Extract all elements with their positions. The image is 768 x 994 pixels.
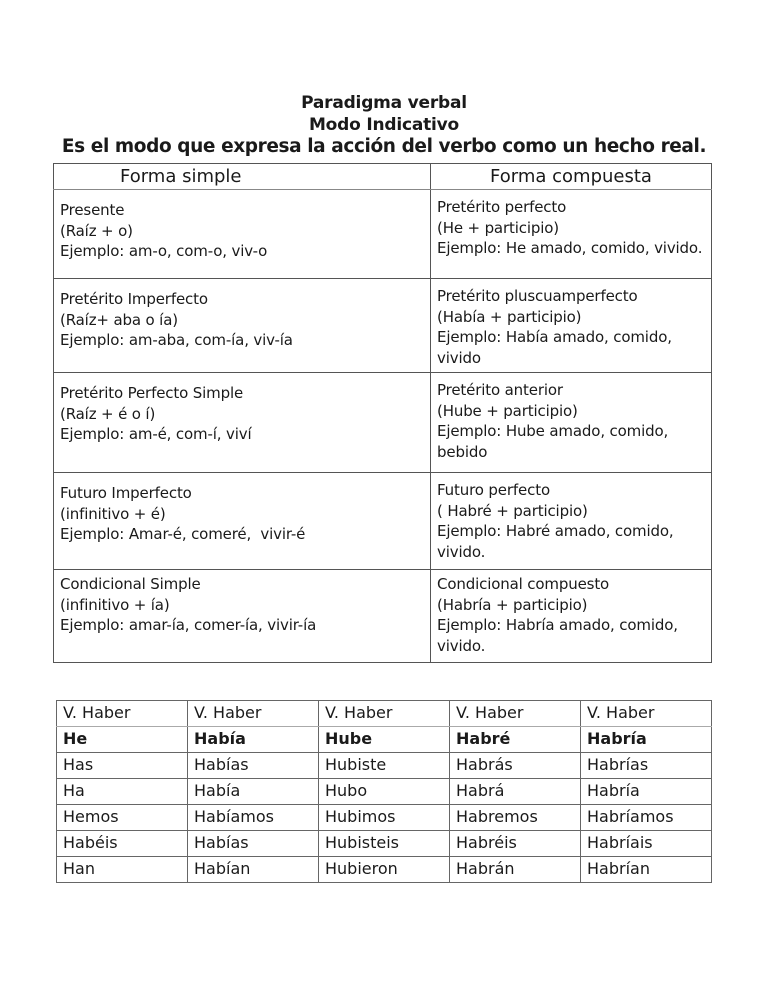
- tense-name: Pretérito perfecto: [437, 198, 567, 216]
- table-row: [57, 753, 712, 779]
- simple-tense-cell: [54, 279, 431, 373]
- conjugation-cell: Ha: [57, 779, 188, 805]
- conjugation-cell: Habéis: [57, 831, 188, 857]
- simple-tense-cell: [54, 373, 431, 473]
- table-row: [54, 279, 712, 373]
- haber-header-cell: V. Haber: [581, 701, 712, 727]
- tense-example-cont: vivido.: [437, 636, 486, 655]
- document-subtitle: Modo Indicativo: [308, 115, 460, 135]
- tense-example: Ejemplo: amar-ía, comer-ía, vivir-ía: [60, 616, 317, 634]
- conjugation-cell: Habrás: [450, 753, 581, 779]
- tense-example: Ejemplo: am-aba, com-ía, viv-ía: [60, 331, 293, 349]
- document-header: [0, 92, 768, 158]
- tense-example: Ejemplo: am-o, com-o, viv-o: [60, 242, 268, 260]
- table-header-row: [54, 164, 712, 190]
- haber-header-cell: V. Haber: [450, 701, 581, 727]
- conjugation-cell: Habrá: [450, 779, 581, 805]
- haber-header-cell: V. Haber: [188, 701, 319, 727]
- conjugation-cell: Había: [188, 727, 319, 753]
- tense-example: Ejemplo: He amado, comido, vivido.: [437, 239, 703, 257]
- tense-name: Futuro Imperfecto: [60, 484, 192, 502]
- tense-name: Presente: [60, 201, 125, 219]
- tense-formula: (infinitivo + é): [60, 504, 166, 523]
- tense-name: Pretérito Perfecto Simple: [60, 384, 244, 402]
- conjugation-cell: Hemos: [57, 805, 188, 831]
- tense-formula: ( Habré + participio): [437, 501, 588, 520]
- table-row: [57, 805, 712, 831]
- conjugation-cell: Habíamos: [188, 805, 319, 831]
- conjugation-cell: Había: [188, 779, 319, 805]
- header-forma-compuesta: Forma compuesta: [431, 164, 712, 190]
- simple-tense-cell: [54, 570, 431, 663]
- tense-example-cont: bebido: [437, 442, 488, 461]
- conjugation-cell: Habremos: [450, 805, 581, 831]
- document-definition: Es el modo que expresa la acción del verbo como un hecho real.: [61, 136, 707, 157]
- conjugation-cell: Habríamos: [581, 805, 712, 831]
- conjugation-cell: Habré: [450, 727, 581, 753]
- tense-name: Pretérito Imperfecto: [60, 290, 208, 308]
- compound-tense-cell: [431, 373, 712, 473]
- conjugation-cell: Habría: [581, 727, 712, 753]
- conjugation-cell: Hube: [319, 727, 450, 753]
- tense-name: Pretérito anterior: [437, 381, 563, 399]
- conjugation-cell: Has: [57, 753, 188, 779]
- conjugation-cell: Habríais: [581, 831, 712, 857]
- tense-formula: (He + participio): [437, 218, 559, 237]
- conjugation-cell: Habías: [188, 753, 319, 779]
- conjugation-cell: Hubieron: [319, 857, 450, 883]
- table-row: [57, 857, 712, 883]
- compound-tense-cell: [431, 190, 712, 279]
- haber-header-row: [57, 701, 712, 727]
- tense-example-cont: vivido.: [437, 542, 486, 561]
- tense-example-cont: vivido: [437, 348, 481, 367]
- tense-example: Ejemplo: Hube amado, comido,: [437, 422, 669, 440]
- tense-example: Ejemplo: Habría amado, comido,: [437, 616, 678, 634]
- conjugation-cell: Habrían: [581, 857, 712, 883]
- haber-conjugation-table: [56, 700, 712, 883]
- tense-formula: (Raíz+ aba o ía): [60, 310, 178, 329]
- compound-tense-cell: [431, 279, 712, 373]
- tense-formula: (Había + participio): [437, 307, 582, 326]
- conjugation-cell: Habían: [188, 857, 319, 883]
- conjugation-cell: Hubisteis: [319, 831, 450, 857]
- table-row: [54, 570, 712, 663]
- tense-example: Ejemplo: Amar-é, comeré, vivir-é: [60, 525, 306, 543]
- conjugation-cell: Habrán: [450, 857, 581, 883]
- compound-tense-cell: [431, 570, 712, 663]
- simple-tense-cell: [54, 190, 431, 279]
- conjugation-cell: Habías: [188, 831, 319, 857]
- table-row: [54, 473, 712, 570]
- table-row: [57, 727, 712, 753]
- conjugation-cell: Habrías: [581, 753, 712, 779]
- tense-example: Ejemplo: am-é, com-í, viví: [60, 425, 252, 443]
- tense-name: Pretérito pluscuamperfecto: [437, 287, 638, 305]
- conjugation-cell: Hubimos: [319, 805, 450, 831]
- tense-example: Ejemplo: Habré amado, comido,: [437, 522, 674, 540]
- table-row: [57, 779, 712, 805]
- conjugation-cell: He: [57, 727, 188, 753]
- document-title: Paradigma verbal: [301, 93, 467, 113]
- tense-name: Condicional compuesto: [437, 575, 610, 593]
- tense-formula: (Habría + participio): [437, 595, 588, 614]
- table-row: [54, 373, 712, 473]
- tense-formula: (Hube + participio): [437, 401, 578, 420]
- haber-header-cell: V. Haber: [57, 701, 188, 727]
- tense-formula: (Raíz + o): [60, 221, 133, 240]
- tense-name: Condicional Simple: [60, 575, 201, 593]
- simple-tense-cell: [54, 473, 431, 570]
- haber-header-cell: V. Haber: [319, 701, 450, 727]
- conjugation-cell: Hubiste: [319, 753, 450, 779]
- tense-forms-table: [53, 163, 712, 663]
- tense-example: Ejemplo: Había amado, comido,: [437, 328, 672, 346]
- table-row: [57, 831, 712, 857]
- conjugation-cell: Hubo: [319, 779, 450, 805]
- compound-tense-cell: [431, 473, 712, 570]
- header-forma-simple: Forma simple: [54, 164, 431, 190]
- table-row: [54, 190, 712, 279]
- tense-formula: (Raíz + é o í): [60, 404, 156, 423]
- tense-name: Futuro perfecto: [437, 481, 550, 499]
- conjugation-cell: Habría: [581, 779, 712, 805]
- tense-formula: (infinitivo + ía): [60, 595, 170, 614]
- conjugation-cell: Han: [57, 857, 188, 883]
- conjugation-cell: Habréis: [450, 831, 581, 857]
